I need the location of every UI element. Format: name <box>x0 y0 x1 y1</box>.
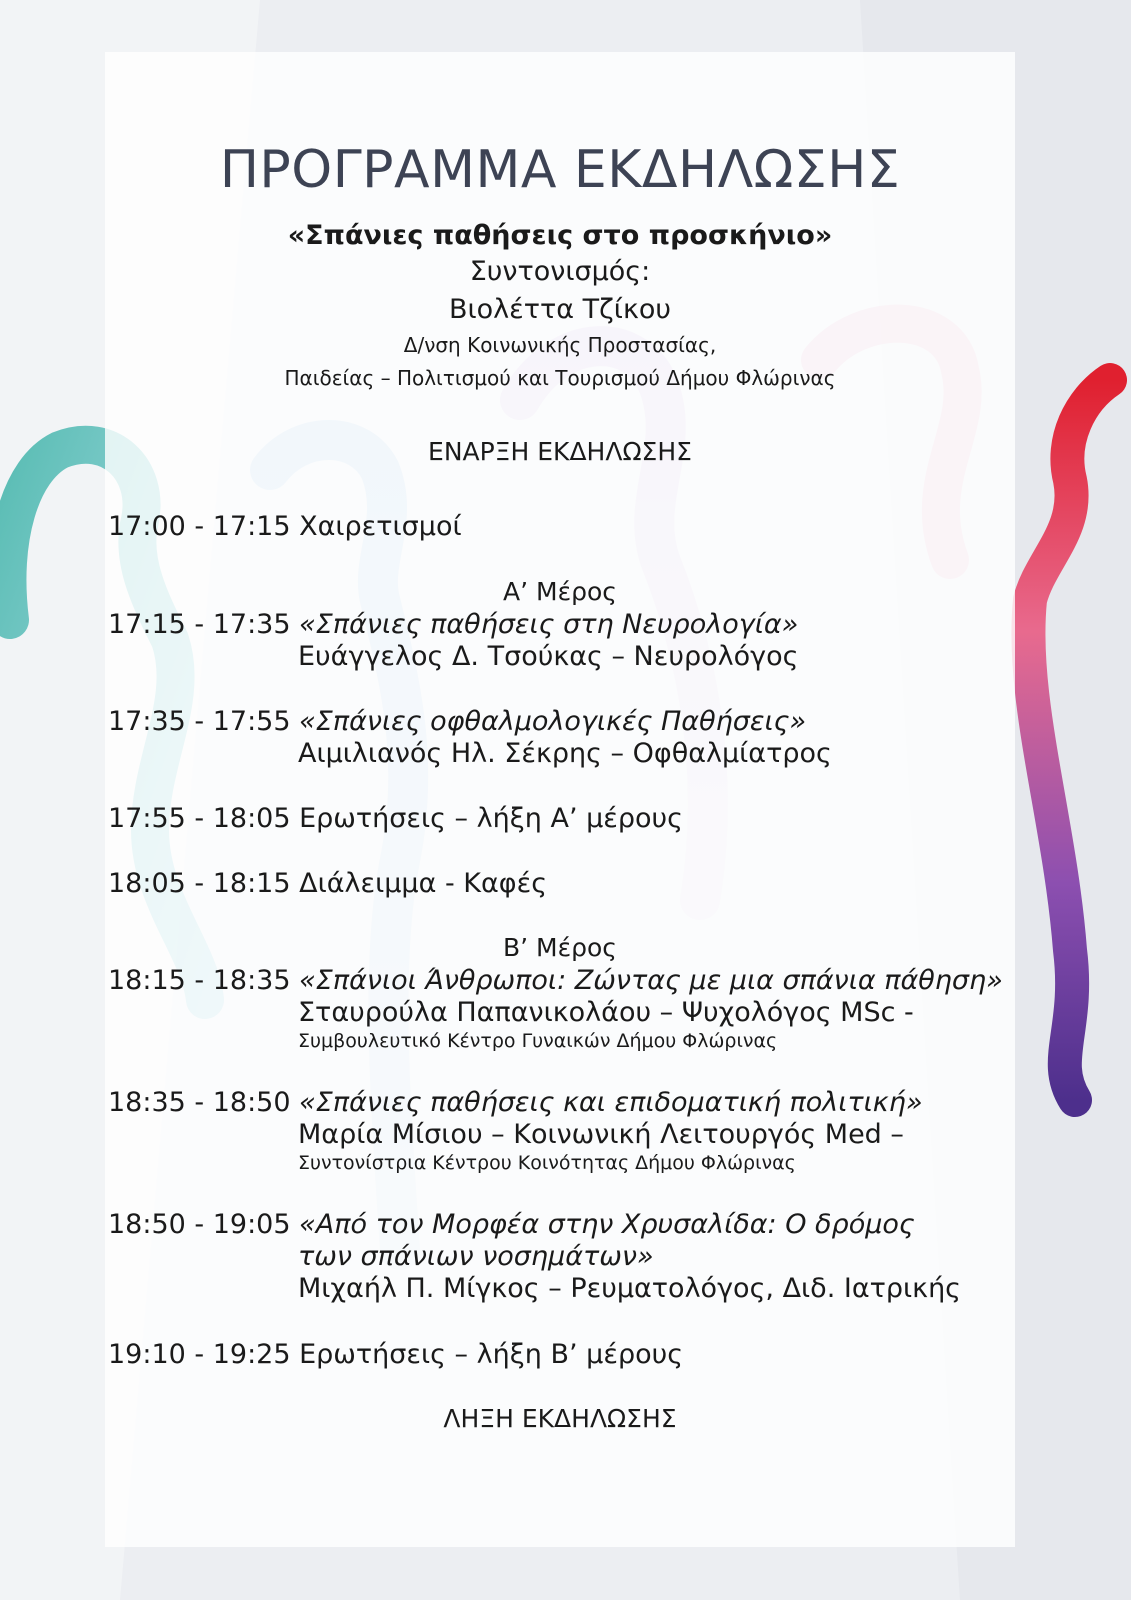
schedule-row <box>108 965 1003 996</box>
item-text: Χαιρετισμοί <box>299 511 462 542</box>
talk-title: «Σπάνιες παθήσεις και επιδοματική πολιτική» <box>299 1087 923 1118</box>
speaker-name: Σταυρούλα Παπανικολάου – Ψυχολόγος MSc - <box>298 997 914 1028</box>
page-title: ΠΡΟΓΡΑΜΜΑ ΕΚΔΗΛΩΣΗΣ <box>219 140 901 200</box>
time-range: 17:35 - 17:55 <box>108 706 300 737</box>
event-subtitle: «Σπάνιες παθήσεις στο προσκήνιο» <box>287 220 833 251</box>
talk-title: «Σπάνιες οφθαλμολογικές Παθήσεις» <box>299 706 807 737</box>
schedule-row <box>108 1339 683 1370</box>
time-range: 18:50 - 19:05 <box>108 1209 300 1240</box>
schedule-row <box>108 706 806 737</box>
item-text: Ερωτήσεις – λήξη Β’ μέρους <box>299 1339 684 1370</box>
talk-title: «Σπάνιες παθήσεις στη Νευρολογία» <box>299 609 799 640</box>
schedule-row <box>108 511 462 542</box>
coordination-label: Συντονισμός: <box>469 256 651 287</box>
closing-heading: ΛΗΞΗ ΕΚΔΗΛΩΣΗΣ <box>443 1404 677 1433</box>
time-range: 18:15 - 18:35 <box>108 965 300 996</box>
speaker-affiliation: Συμβουλευτικό Κέντρο Γυναικών Δήμου Φλώρινας <box>298 1030 778 1052</box>
schedule-row <box>108 609 798 640</box>
talk-title: «Σπάνιοι Άνθρωποι: Ζώντας με μια σπάνια πάθηση» <box>299 965 1003 996</box>
schedule-row <box>108 803 683 834</box>
schedule-row <box>108 1209 915 1240</box>
time-range: 18:05 - 18:15 <box>108 868 300 899</box>
time-range: 17:00 - 17:15 <box>108 511 300 542</box>
schedule-row <box>108 868 547 899</box>
time-range: 17:55 - 18:05 <box>108 803 300 834</box>
speaker-name: Μιχαήλ Π. Μίγκος – Ρευματολόγος, Διδ. Ιατρικής <box>298 1273 962 1304</box>
speaker-name: Αιμιλιανός Ηλ. Σέκρης – Οφθαλμίατρος <box>298 738 832 769</box>
talk-title: «Από τον Μορφέα στην Χρυσαλίδα: Ο δρόμος <box>299 1209 915 1240</box>
organization-line-2: Παιδείας – Πολιτισμού και Τουρισμού Δήμου Φλώρινας <box>284 366 836 390</box>
schedule-row <box>108 1087 922 1118</box>
item-text: Ερωτήσεις – λήξη Α’ μέρους <box>299 803 684 834</box>
time-range: 19:10 - 19:25 <box>108 1339 300 1370</box>
organization-line-1: Δ/νση Κοινωνικής Προστασίας, <box>403 333 717 357</box>
talk-title-continued: των σπάνιων νοσημάτων» <box>298 1241 654 1272</box>
speaker-name: Ευάγγελος Δ. Τσούκας – Νευρολόγος <box>298 641 799 672</box>
part-a-heading: Α’ Μέρος <box>503 577 617 606</box>
speaker-name: Μαρία Μίσιου – Κοινωνική Λειτουργός Med – <box>298 1119 904 1150</box>
opening-heading: ΕΝΑΡΞΗ ΕΚΔΗΛΩΣΗΣ <box>428 437 692 466</box>
time-range: 18:35 - 18:50 <box>108 1087 300 1118</box>
part-b-heading: Β’ Μέρος <box>503 933 617 962</box>
speaker-affiliation: Συντονίστρια Κέντρου Κοινότητας Δήμου Φλώρινας <box>298 1152 796 1174</box>
time-range: 17:15 - 17:35 <box>108 609 300 640</box>
coordinator-name: Βιολέττα Τζίκου <box>448 294 671 325</box>
item-text: Διάλειμμα - Καφές <box>299 868 548 899</box>
